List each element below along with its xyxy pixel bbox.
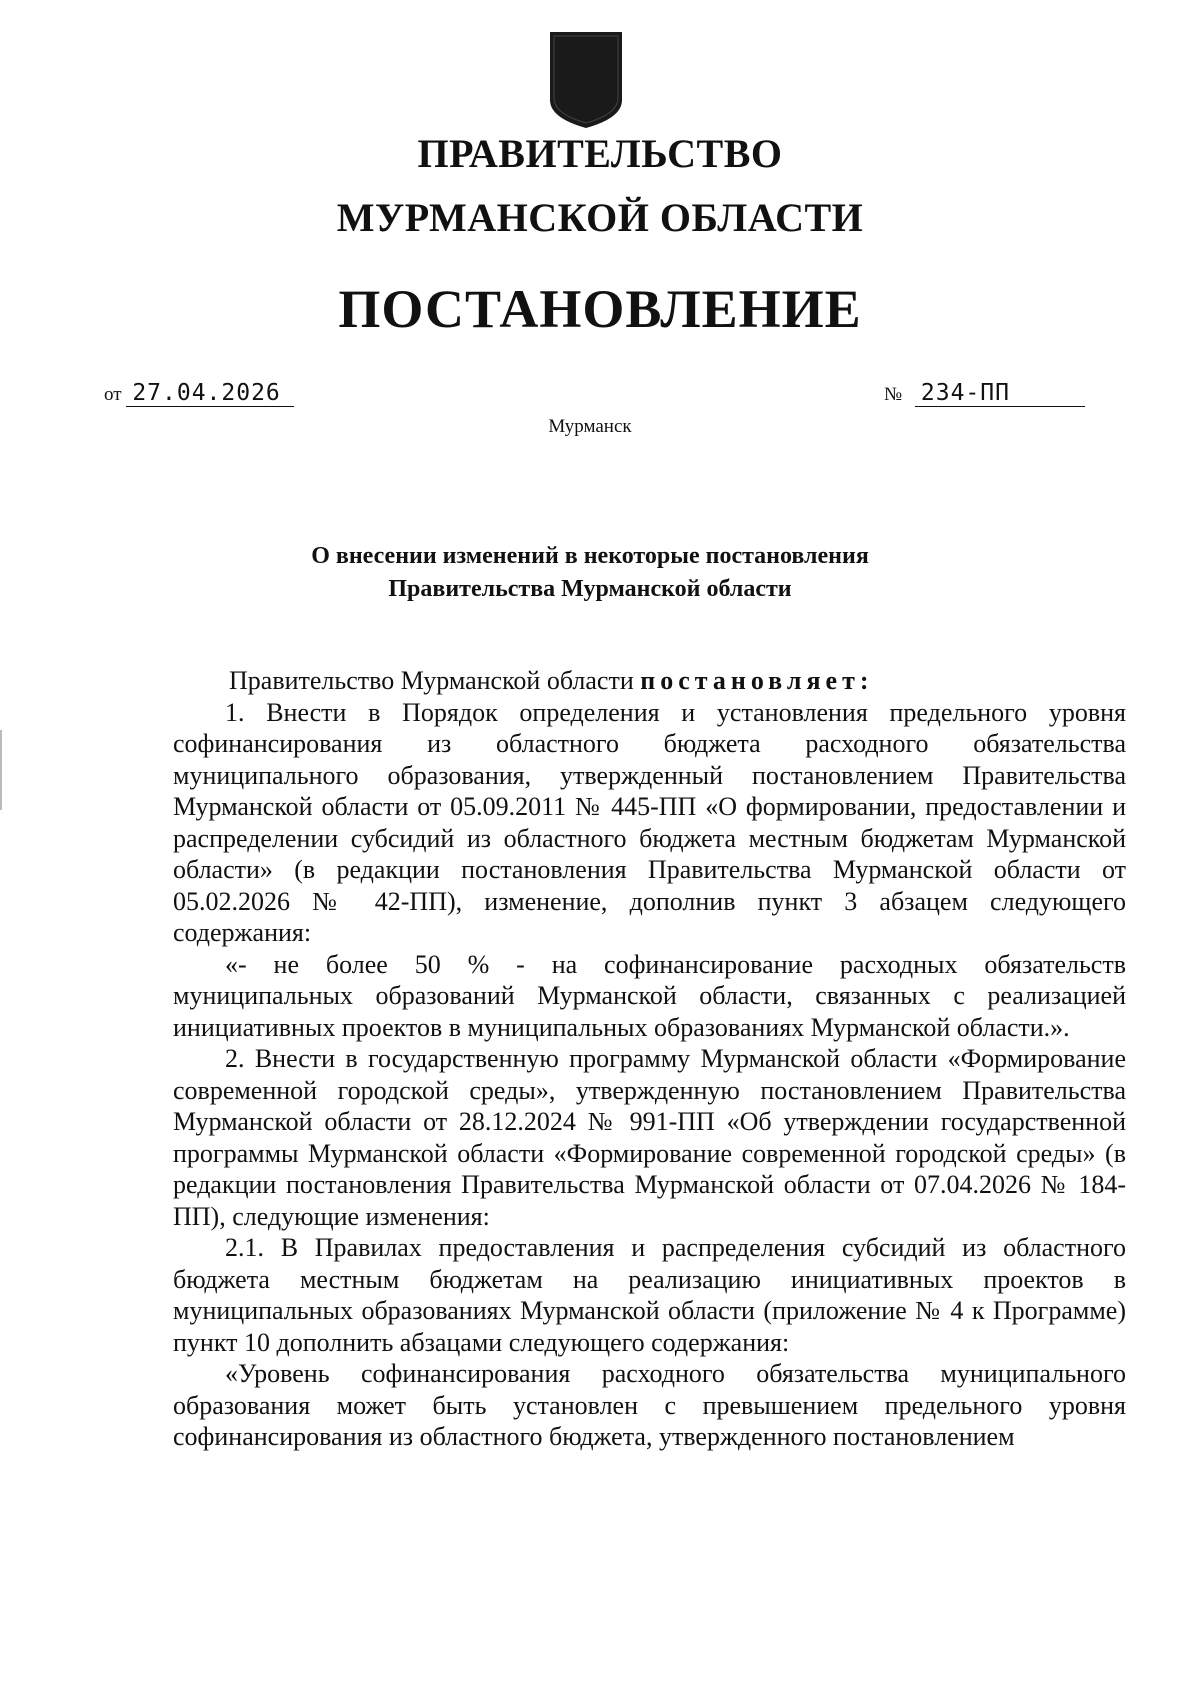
document-body	[173, 665, 1126, 1453]
government-name-line2: МУРМАНСКОЙ ОБЛАСТИ	[336, 195, 864, 240]
date-prefix: от	[104, 384, 122, 405]
number-value: 234-ПП	[915, 380, 1085, 407]
document-type: ПОСТАНОВЛЕНИЕ	[338, 279, 862, 339]
document-date	[104, 380, 294, 407]
government-name-line1: ПРАВИТЕЛЬСТВО	[417, 131, 783, 176]
scan-margin-mark	[0, 730, 2, 810]
lead-paragraph	[173, 665, 1126, 697]
coat-of-arms-icon	[546, 30, 626, 130]
paragraph-1: 1. Внести в Порядок определения и установления предельного уровня софинансирования из областного бюджета расходного обязательства муниципального образования, утвержденный постановлением Правительства Мурманской области от 05.09.2011 № 445-ПП «О формировании, предоставлении и распределении субсидий из областного бюджета местным бюджетам Мурманской области» (в редакции постановления Правительства Мурманской области от 05.02.2026 № 42-ПП), изменение, дополнив пункт 3 абзацем следующего содержания:	[173, 697, 1126, 947]
lead-verb: постановляет:	[640, 666, 874, 695]
title-line2: Правительства Мурманской области	[388, 576, 792, 602]
document-title	[0, 540, 1180, 606]
paragraph-2: «- не более 50 % - на софинансирование расходных обязательств муниципальных образований Мурманской области, связанных с реализацией инициативных проектов в муниципальных образованиях Мурманской области.».	[173, 949, 1126, 1042]
date-value: 27.04.2026	[126, 380, 294, 407]
paragraph-5: «Уровень софинансирования расходного обязательства муниципального образования может быть установлен с превышением предельного уровня софинансирования из областного бюджета, утвержденного постановлением	[173, 1359, 1126, 1451]
number-prefix: №	[884, 384, 903, 405]
paragraph-4: 2.1. В Правилах предоставления и распределения субсидий из областного бюджета местным бюджетам на реализацию инициативных проектов в муниципальных образованиях Мурманской области (приложение № 4 к Программе) пункт 10 дополнить абзацами следующего содержания:	[173, 1233, 1126, 1357]
document-number	[884, 380, 1085, 407]
lead-text: Правительство Мурманской области	[229, 666, 641, 695]
paragraph-3: 2. Внести в государственную программу Мурманской области «Формирование современной городской среды», утвержденную постановлением Правительства Мурманской области от 28.12.2024 № 991-ПП «Об утверждении государственной программы Мурманской области «Формирование современной городской среды» (в редакции постановления Правительства Мурманской области от 07.04.2026 № 184-ПП), следующие изменения:	[173, 1044, 1126, 1231]
city-name: Мурманск	[548, 416, 632, 437]
title-line1: О внесении изменений в некоторые постановления	[311, 543, 869, 569]
